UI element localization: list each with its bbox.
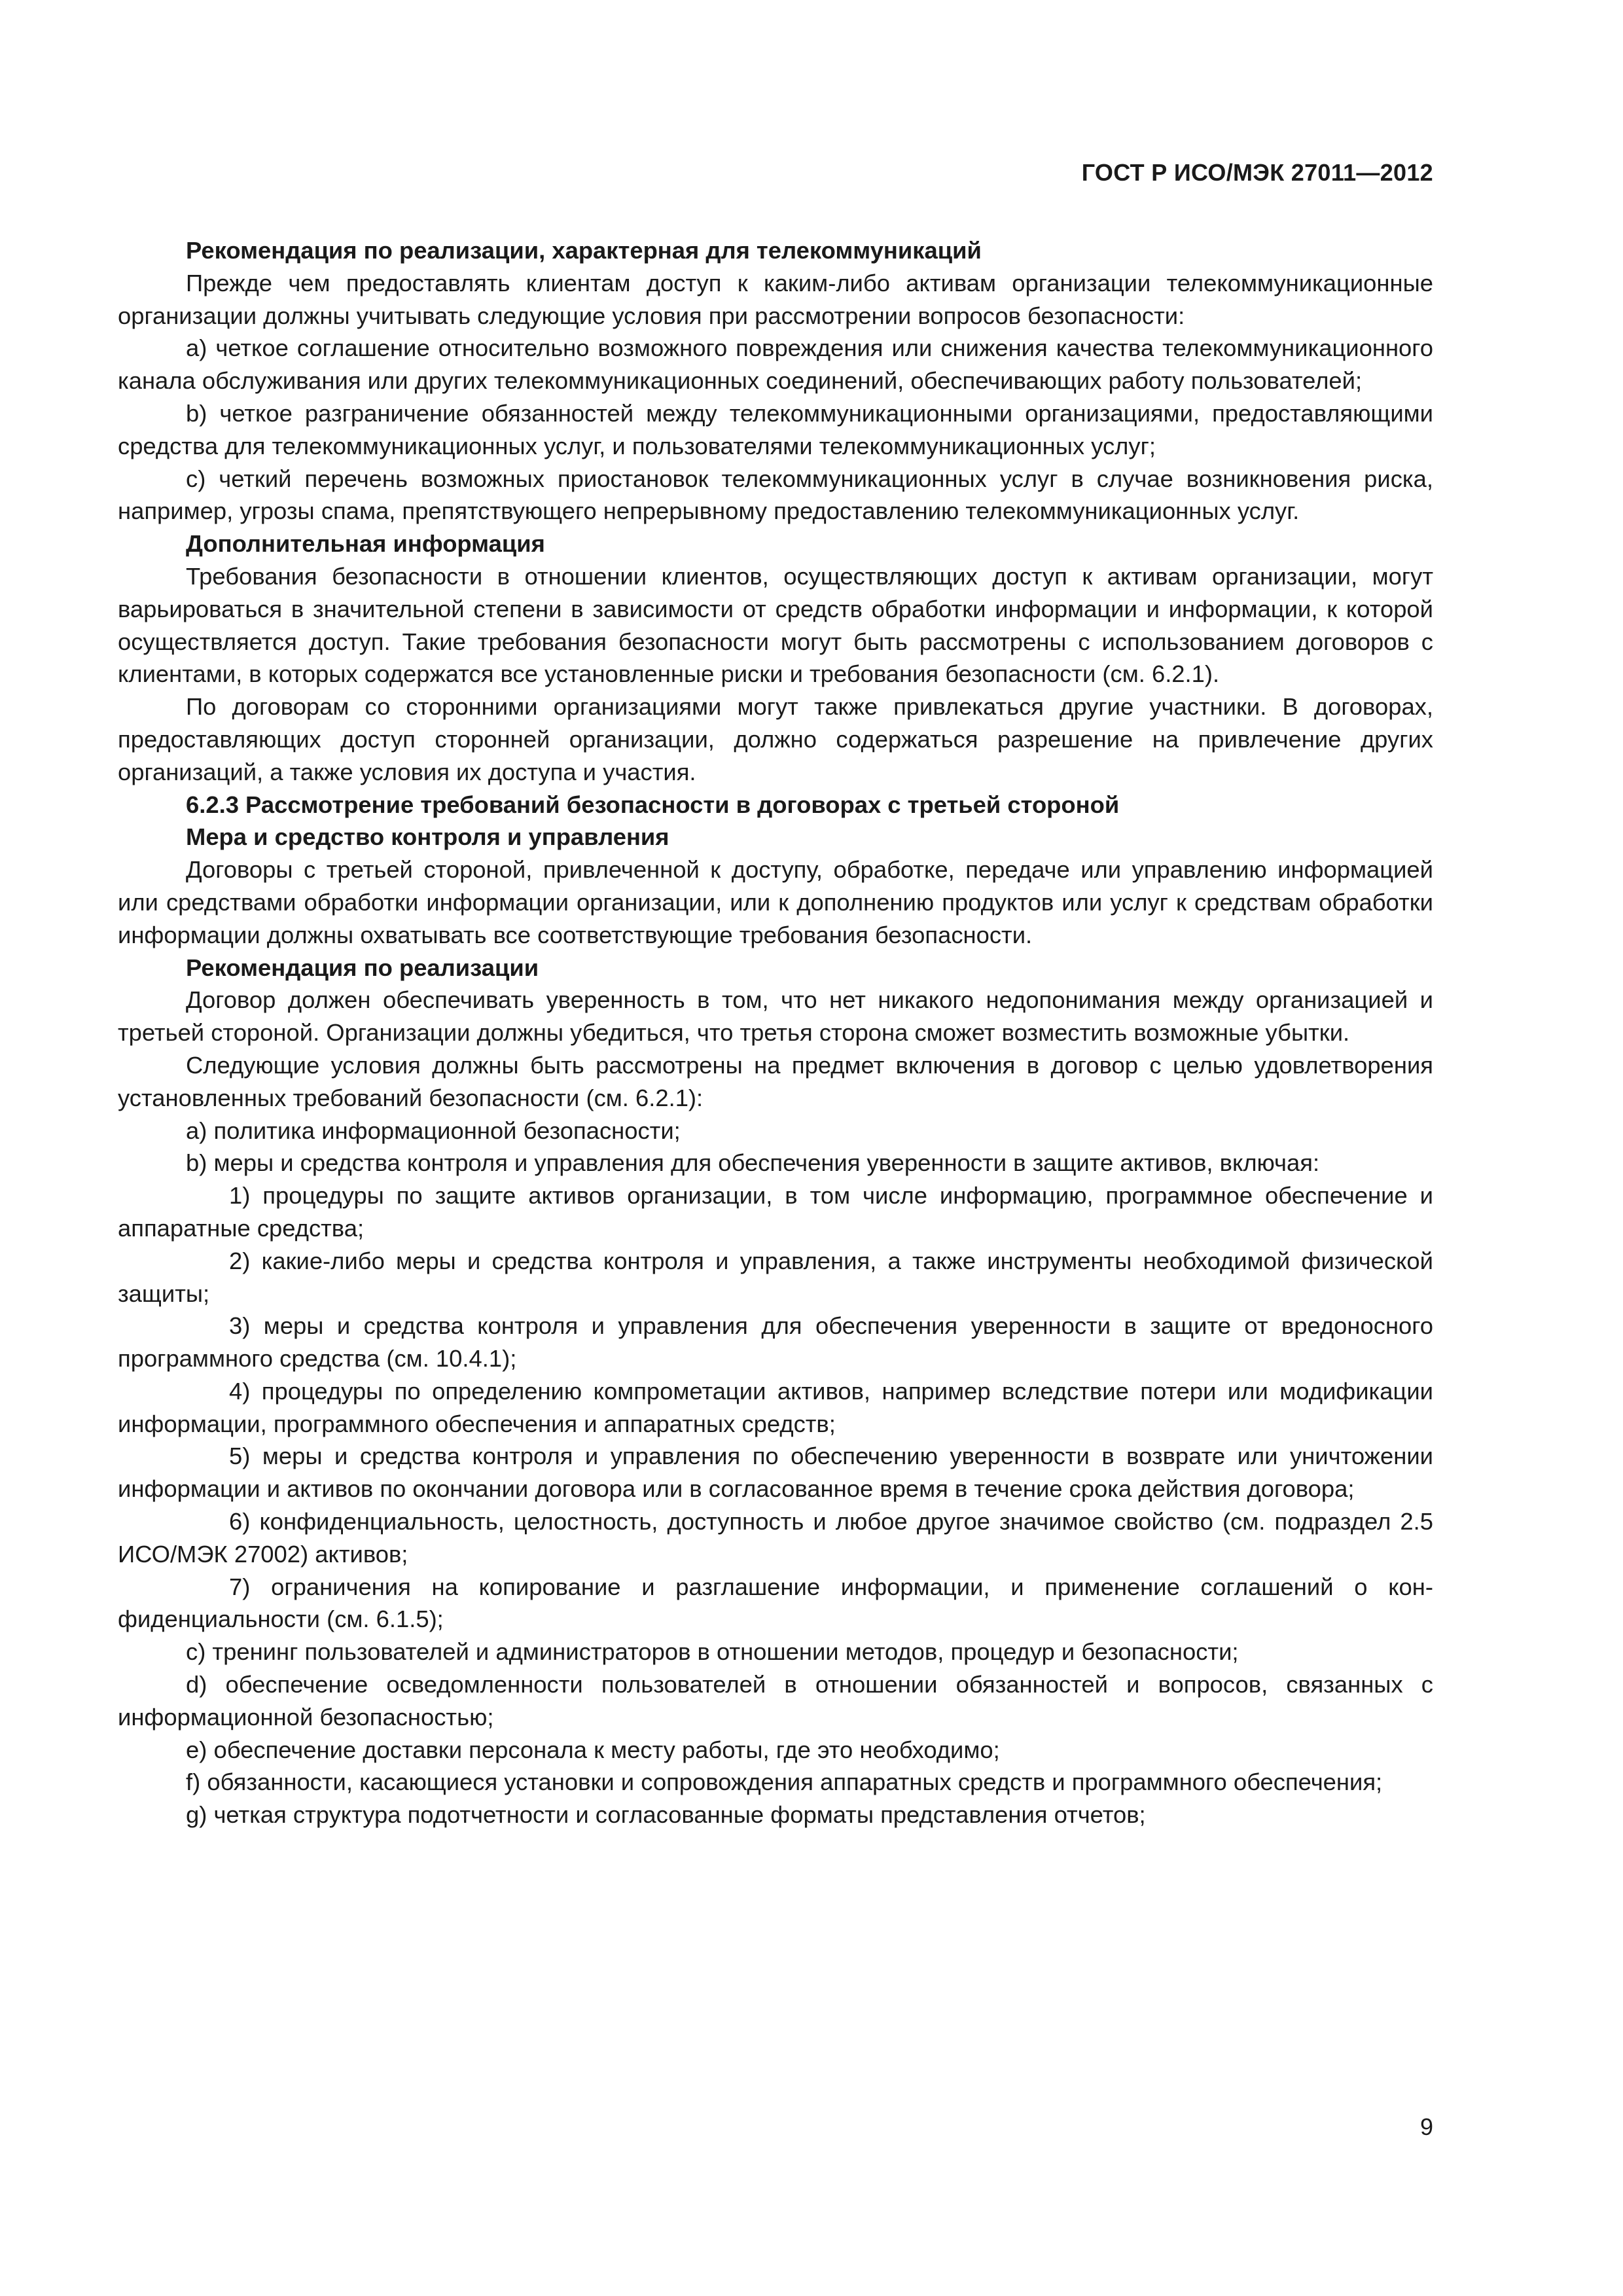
list-item-a: а) четкое соглашение относительно возможного повреждения или снижения качества телекоммуникационного канала обслуживания или других телекоммуникационных соединений, обеспечивающих работу пользователей; [118,334,1433,395]
list-item-b: b) четкое разграничение обязанностей между телекоммуникационными организациями, предоставляющими средства для телекоммуникационных услуг, и пользователями телекоммуникационных услуг; [118,399,1433,459]
sub-list-item-3: 3) меры и средства контроля и управления для обеспечения уверенности в защите от вредоносного программного средства (см. 10.4.1); [118,1312,1433,1372]
sub-list-item-1: 1) процедуры по защите активов организации, в том числе информацию, программное обеспечение и аппаратные средства; [118,1182,1433,1242]
heading-additional-info: Дополнительная информация [186,530,545,558]
list-item-f: f) обязанности, касающиеся установки и сопровождения аппаратных средств и программного обеспечения; [186,1768,1383,1796]
paragraph: Договоры с третьей стороной, привлеченной к доступу, обработке, передаче или управлению информацией или средствами обработки информации организации, или к дополнению продуктов или услуг к средствам обработки информации должны охватывать все соответствующие требования безопасности. [118,856,1433,948]
heading-control-measure: Мера и средство контроля и управления [186,823,669,851]
page-body [118,234,1433,1831]
heading-implementation: Рекомендация по реализации [186,954,539,981]
sub-list-item-4: 4) процедуры по определению компрометации активов, например вследствие потери или модификации информации, программного обеспечения и аппаратных средств; [118,1377,1433,1437]
heading-telecom-implementation: Рекомендация по реализации, характерная для телекоммуникаций [186,237,982,264]
list-item-e: e) обеспечение доставки персонала к месту работы, где это необходимо; [186,1736,1000,1763]
paragraph: По договорам со сторонними организациями могут также привлекаться другие участники. В договорах, предоставляющих доступ сторонней организации, должно содержаться разрешение на привлечение других организаций, а также условия их доступа и участия. [118,693,1433,785]
paragraph: Прежде чем предоставлять клиентам доступ к каким-либо активам организации телекоммуникационные организации должны учитывать следующие условия при рассмотрении вопросов безопасности: [118,269,1433,329]
document-code: ГОСТ Р ИСО/МЭК 27011—2012 [1081,159,1433,186]
sub-list-item-5: 5) меры и средства контроля и управления по обеспечению уверенности в возврате или уничтожении информации и активов по окончании договора или в согласованное время в течение срока действия договора; [118,1443,1433,1503]
list-item-c: c) четкий перечень возможных приостановок телекоммуникационных услуг в случае возникновения риска, например, угрозы спама, препятствующего непрерывному предоставлению телекоммуникационных услуг. [118,465,1433,525]
paragraph: Следующие условия должны быть рассмотрены на предмет включения в договор с целью удовлетворения установленных требований безопасности (см. 6.2.1): [118,1051,1433,1111]
sub-list-item-6: 6) конфиденциальность, целостность, доступность и любое другое значимое свойство (см. подраздел 2.5 ИСО/МЭК 27002) активов; [118,1508,1433,1568]
list-item-d: d) обеспечение осведомленности пользователей в отношении обязанностей и вопросов, связанных с информационной безопасностью; [118,1671,1433,1731]
sub-list-item-7: 7) ограничения на копирование и разглашение информации, и применение соглашений о конфиденциальности (см. 6.1.5); [118,1573,1433,1633]
list-item-g: g) четкая структура подотчетности и согласованные форматы представления отчетов; [186,1801,1146,1829]
paragraph: Договор должен обеспечивать уверенность в том, что нет никакого недопонимания между организацией и третьей стороной. Организации должны убедиться, что третья сторона сможет возместить возможные убытки. [118,986,1433,1047]
list-item-a: а) политика информационной безопасности; [186,1117,681,1144]
section-heading-6-2-3: 6.2.3 Рассмотрение требований безопасности в договорах с третьей стороной [186,791,1120,818]
paragraph: Требования безопасности в отношении клиентов, осуществляющих доступ к активам организации, могут варьироваться в значительной степени в зависимости от средств обработки информации и информации, к которой осуществляется доступ. Такие требования безопасности могут быть рассмотрены с использованием договоров с клиентами, в которых содержатся все установленные риски и требования безопасности (см. 6.2.1). [118,562,1433,688]
sub-list-item-2: 2) какие-либо меры и средства контроля и управления, а также инструменты необходимой физической защиты; [118,1247,1433,1307]
list-item-c: c) тренинг пользователей и администраторов в отношении методов, процедур и безопасности; [186,1638,1239,1666]
list-item-b: b) меры и средства контроля и управления для обеспечения уверенности в защите активов, включая: [186,1149,1320,1177]
page-number: 9 [1419,2113,1433,2140]
